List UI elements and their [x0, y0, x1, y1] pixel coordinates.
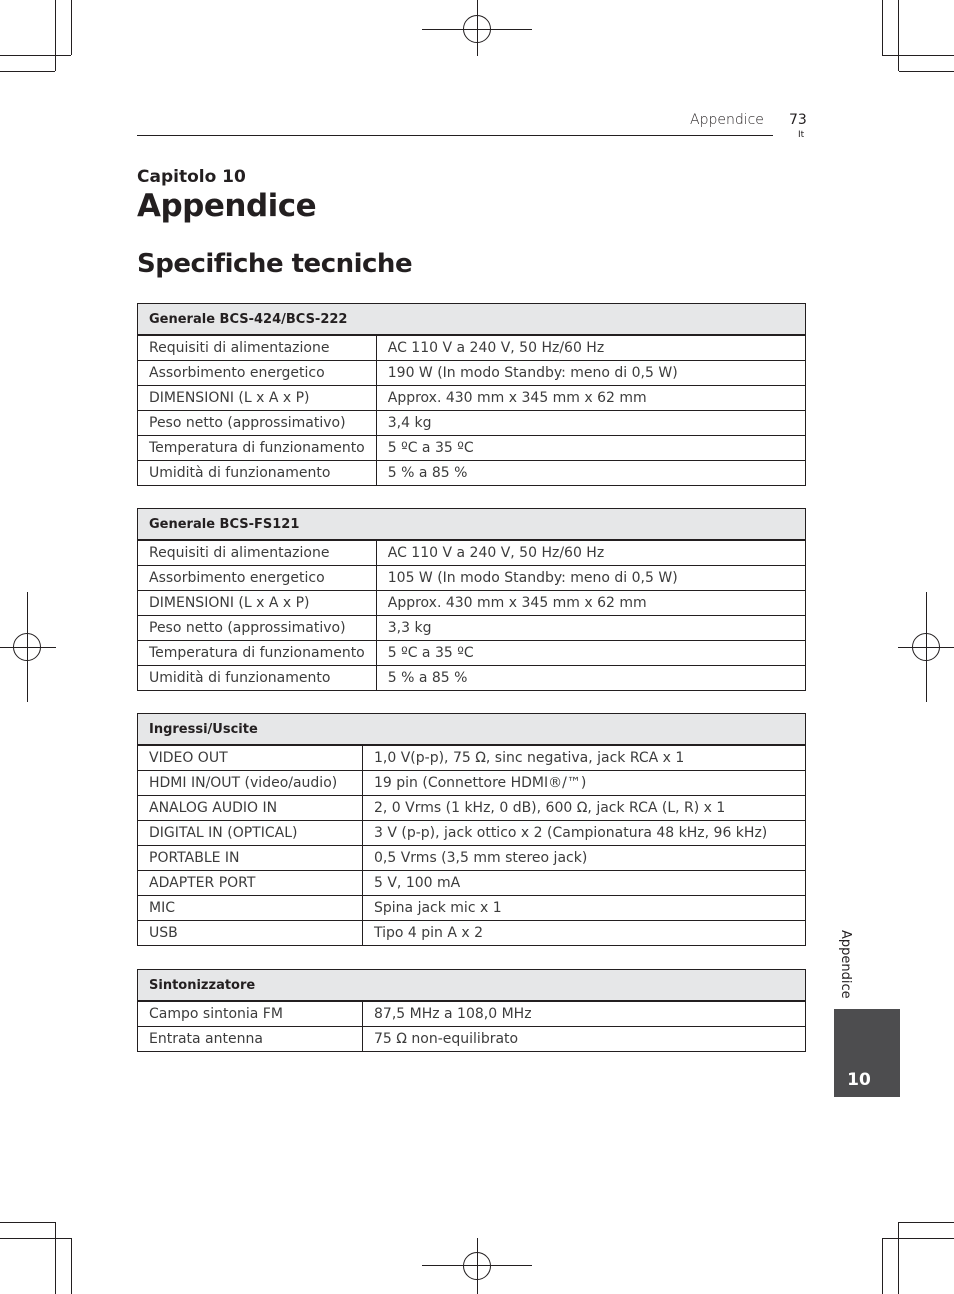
spec-value: Tipo 4 pin A x 2 — [363, 921, 806, 946]
spec-value: 5 ºC a 35 ºC — [376, 641, 805, 666]
table-row — [138, 846, 806, 871]
crop-mark — [882, 1238, 883, 1294]
crop-mark — [899, 71, 954, 72]
table-row — [138, 591, 806, 616]
chapter-title: Appendice — [137, 188, 317, 224]
table-row — [138, 411, 806, 436]
chapter-label: Capitolo 10 — [137, 167, 246, 187]
spec-label: Assorbimento energetico — [138, 566, 377, 591]
table-row — [138, 796, 806, 821]
spec-value: Approx. 430 mm x 345 mm x 62 mm — [376, 386, 805, 411]
table-title: Ingressi/Uscite — [138, 714, 806, 746]
spec-table-io — [137, 713, 806, 946]
running-header: Appendice — [690, 112, 764, 128]
spec-label: ANALOG AUDIO IN — [138, 796, 363, 821]
spec-label: DIMENSIONI (L x A x P) — [138, 386, 377, 411]
crop-mark — [882, 1238, 954, 1239]
spec-label: ADAPTER PORT — [138, 871, 363, 896]
spec-label: DIGITAL IN (OPTICAL) — [138, 821, 363, 846]
spec-value: 0,5 Vrms (3,5 mm stereo jack) — [363, 846, 806, 871]
table-row — [138, 745, 806, 771]
page-number: 73 — [789, 112, 807, 128]
spec-value: 5 V, 100 mA — [363, 871, 806, 896]
spec-value: 5 % a 85 % — [376, 666, 805, 691]
spec-value: 5 % a 85 % — [376, 461, 805, 486]
crop-mark — [0, 1222, 55, 1223]
crop-mark — [0, 55, 71, 56]
spec-value: 5 ºC a 35 ºC — [376, 436, 805, 461]
table-row — [138, 540, 806, 566]
spec-label: Temperatura di funzionamento — [138, 436, 377, 461]
crop-mark — [898, 1222, 899, 1294]
spec-table-general-bcs424 — [137, 303, 806, 486]
spec-label: Peso netto (approssimativo) — [138, 616, 377, 641]
table-title: Sintonizzatore — [138, 970, 806, 1002]
crop-mark — [55, 1222, 56, 1294]
table-title: Generale BCS-424/BCS-222 — [138, 304, 806, 336]
section-title: Specifiche tecniche — [137, 249, 413, 279]
spec-label: VIDEO OUT — [138, 745, 363, 771]
spec-value: 105 W (In modo Standby: meno di 0,5 W) — [376, 566, 805, 591]
spec-value: 190 W (In modo Standby: meno di 0,5 W) — [376, 361, 805, 386]
table-row — [138, 566, 806, 591]
spec-label: Assorbimento energetico — [138, 361, 377, 386]
spec-label: Requisiti di alimentazione — [138, 540, 377, 566]
spec-table-tuner — [137, 969, 806, 1052]
spec-label: Requisiti di alimentazione — [138, 335, 377, 361]
table-row — [138, 461, 806, 486]
spec-label: USB — [138, 921, 363, 946]
crop-mark — [898, 0, 899, 71]
spec-value: Approx. 430 mm x 345 mm x 62 mm — [376, 591, 805, 616]
spec-value: 87,5 MHz a 108,0 MHz — [363, 1001, 806, 1027]
spec-value: 3 V (p-p), jack ottico x 2 (Campionatura 48 kHz, 96 kHz) — [363, 821, 806, 846]
spec-label: PORTABLE IN — [138, 846, 363, 871]
header-rule — [137, 135, 773, 136]
spec-value: 3,4 kg — [376, 411, 805, 436]
crop-mark — [899, 1222, 954, 1223]
table-row — [138, 1027, 806, 1052]
spec-label: DIMENSIONI (L x A x P) — [138, 591, 377, 616]
spec-label: Umidità di funzionamento — [138, 666, 377, 691]
table-row — [138, 771, 806, 796]
spec-value: AC 110 V a 240 V, 50 Hz/60 Hz — [376, 335, 805, 361]
table-row — [138, 616, 806, 641]
registration-mark — [463, 15, 491, 43]
table-row — [138, 1001, 806, 1027]
spec-value: AC 110 V a 240 V, 50 Hz/60 Hz — [376, 540, 805, 566]
spec-value: 75 Ω non-equilibrato — [363, 1027, 806, 1052]
registration-mark — [912, 633, 940, 661]
table-row — [138, 921, 806, 946]
spec-table-general-bcsfs121 — [137, 508, 806, 691]
spec-label: Entrata antenna — [138, 1027, 363, 1052]
crop-mark — [71, 0, 72, 55]
spec-value: 3,3 kg — [376, 616, 805, 641]
spec-label: Temperatura di funzionamento — [138, 641, 377, 666]
table-row — [138, 436, 806, 461]
crop-mark — [0, 1238, 71, 1239]
spec-label: Umidità di funzionamento — [138, 461, 377, 486]
spec-label: HDMI IN/OUT (video/audio) — [138, 771, 363, 796]
spec-label: Campo sintonia FM — [138, 1001, 363, 1027]
spec-value: 2, 0 Vrms (1 kHz, 0 dB), 600 Ω, jack RCA (L, R) x 1 — [363, 796, 806, 821]
crop-mark — [55, 0, 56, 71]
spec-value: Spina jack mic x 1 — [363, 896, 806, 921]
crop-mark — [882, 55, 954, 56]
table-row — [138, 896, 806, 921]
table-row — [138, 361, 806, 386]
table-row — [138, 335, 806, 361]
chapter-tab-number: 10 — [847, 1070, 871, 1090]
language-code: It — [798, 130, 805, 140]
table-title: Generale BCS-FS121 — [138, 509, 806, 541]
spec-label: MIC — [138, 896, 363, 921]
spec-label: Peso netto (approssimativo) — [138, 411, 377, 436]
table-row — [138, 386, 806, 411]
table-row — [138, 641, 806, 666]
spec-value: 19 pin (Connettore HDMI®/™) — [363, 771, 806, 796]
table-row — [138, 821, 806, 846]
crop-mark — [71, 1238, 72, 1294]
table-row — [138, 666, 806, 691]
table-row — [138, 871, 806, 896]
crop-mark — [0, 71, 55, 72]
registration-mark — [13, 633, 41, 661]
registration-mark — [463, 1252, 491, 1280]
crop-mark — [882, 0, 883, 55]
side-tab-label: Appendice — [838, 930, 853, 999]
spec-value: 1,0 V(p-p), 75 Ω, sinc negativa, jack RCA x 1 — [363, 745, 806, 771]
